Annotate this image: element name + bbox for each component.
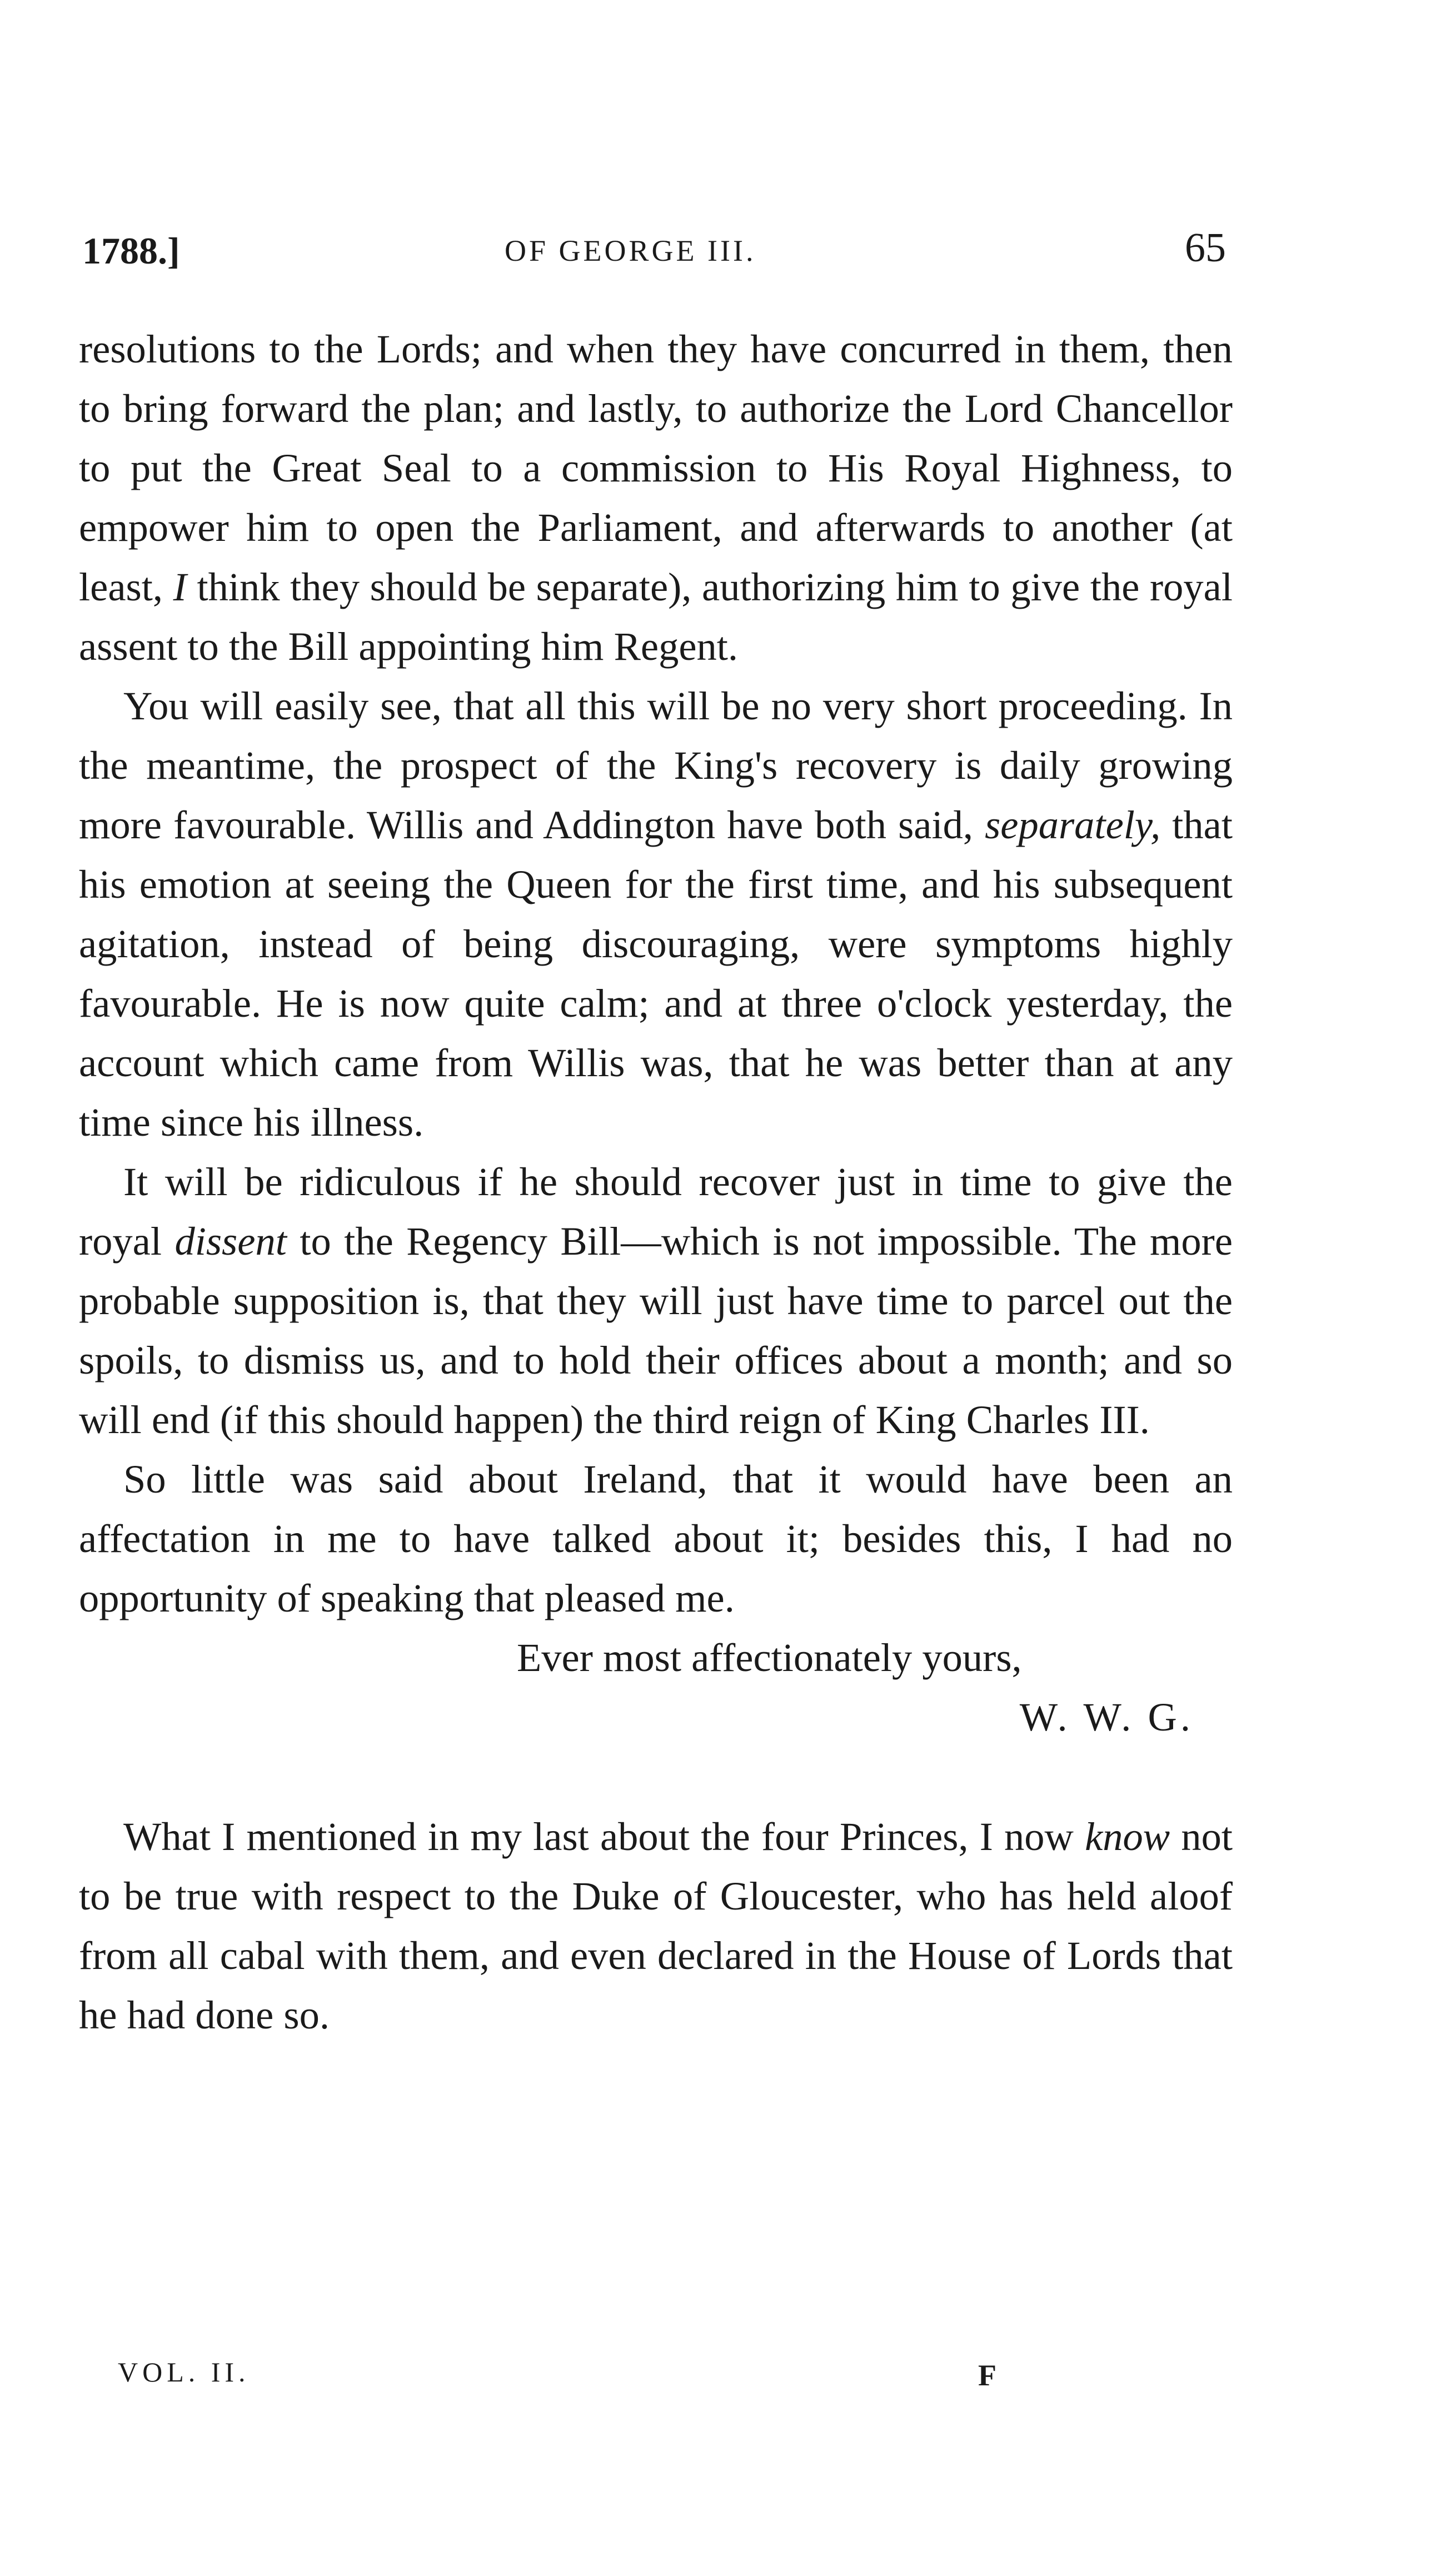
- running-header: [82, 225, 1226, 285]
- header-title: OF GEORGE III.: [505, 234, 756, 267]
- paragraph-1: [79, 319, 1233, 676]
- paragraph-1-text: resolutions to the Lords; and when they have concurred in them, then to bring forward the plan; and lastly, to authorize the Lord Chancellor to put the Great Seal to a commission to His Royal Highness, to empower him to open the Parliament, and afterwards to another (at least,: [79, 326, 1233, 609]
- letter-signature: W. W. G.: [1019, 1694, 1194, 1739]
- paragraph-2-text: You will easily see, that all this will be no very short proceeding. In the meantime, the prospect of the King's recovery is daily growing more favourable. Willis and Addington have both said,: [79, 683, 1233, 847]
- postscript: [79, 1807, 1233, 2045]
- letter-closing: Ever most affectionately yours,: [517, 1635, 1022, 1680]
- paragraph-3: [79, 1152, 1233, 1449]
- paragraph-3-text-after: to the Regency Bill—which is not impossible. The more probable supposition is, that they will just have time to parcel out the spoils, to dismiss us, and to hold their offices about a month; and so will end (if this should happen) the third reign of King Charles III.: [79, 1219, 1233, 1442]
- page-number: 65: [1185, 225, 1226, 271]
- paragraph-2: [79, 676, 1233, 1152]
- paragraph-2-emphasis: separately,: [985, 802, 1161, 847]
- paragraph-1-emphasis: I: [173, 564, 187, 609]
- paragraph-3-text: It will be ridiculous if he should recover just in time to give the royal: [79, 1159, 1233, 1264]
- paragraph-1-text-after: think they should be separate), authorizing him to give the royal assent to the Bill appointing him Regent.: [79, 564, 1233, 669]
- header-year: 1788.]: [82, 230, 180, 272]
- page-footer: [118, 2356, 1074, 2406]
- postscript-text-after: not to be true with respect to the Duke of Gloucester, who has held aloof from all cabal with them, and even declared in the House of Lords that he had done so.: [79, 1814, 1233, 2037]
- paragraph-4-text: So little was said about Ireland, that it would have been an affectation in me to have talked about it; besides this, I had no opportunity of speaking that pleased me.: [79, 1456, 1233, 1620]
- paragraph-4: [79, 1449, 1233, 1628]
- page-body: [79, 319, 1233, 2045]
- postscript-emphasis: know: [1085, 1814, 1170, 1859]
- volume-label: VOL. II.: [118, 2356, 250, 2388]
- signature-mark: F: [978, 2359, 996, 2392]
- postscript-text: What I mentioned in my last about the four Princes, I now: [123, 1814, 1085, 1859]
- paragraph-2-text-after: that his emotion at seeing the Queen for the first time, and his subsequent agitation, instead of being discouraging, were symptoms highly favourable. He is now quite calm; and at three o'clock yesterday, the account which came from Willis was, that he was better than at any time since his illness.: [79, 802, 1233, 1145]
- paragraph-3-emphasis: dissent: [174, 1219, 287, 1264]
